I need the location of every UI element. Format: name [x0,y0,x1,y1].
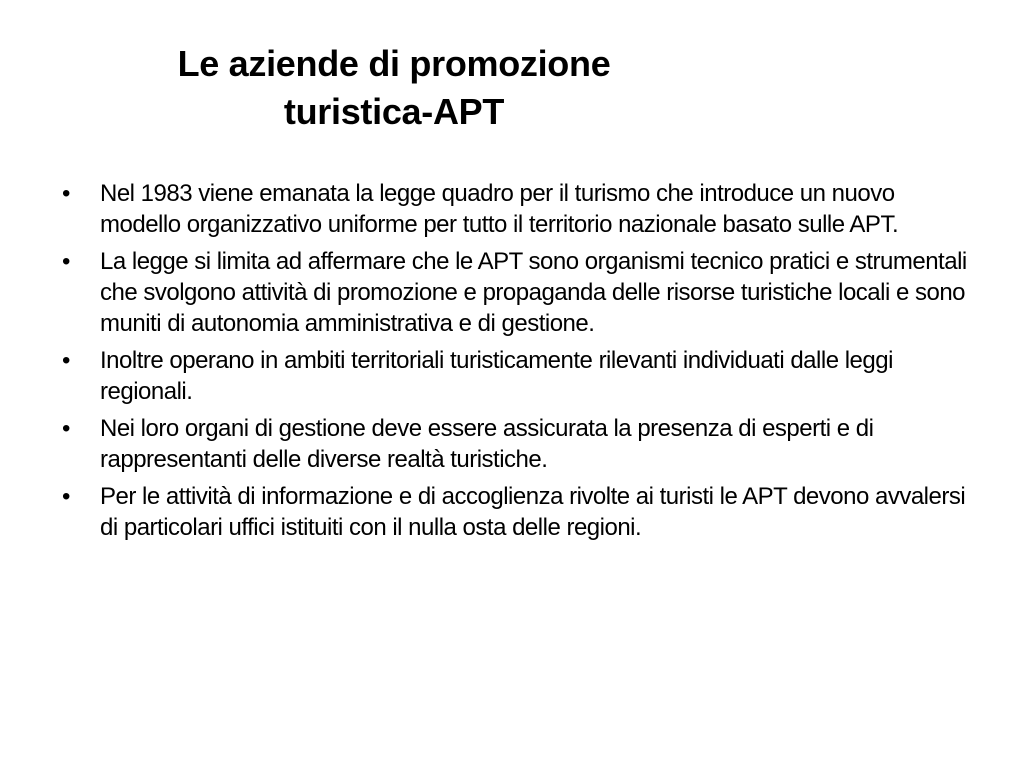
bullet-text-3: Inoltre operano in ambiti territoriali turisticamente rilevanti individuati dalle leggi regionali. [100,347,893,405]
bullet-text-2: La legge si limita ad affermare che le APT sono organismi tecnico pratici e strumentali che svolgono attività di promozione e propaganda delle risorse turistiche locali e sono muniti di autonomia amministrativa e di gestione. [100,248,967,337]
bullet-item-4 [60,413,970,475]
bullet-item-3 [60,345,970,407]
bullet-dot-icon: • [62,483,70,510]
bullet-dot-icon: • [62,248,70,275]
bullet-item-2 [60,246,970,339]
bullet-text-5: Per le attività di informazione e di accoglienza rivolte ai turisti le APT devono avvalersi di particolari uffici istituiti con il nulla osta delle regioni. [100,483,966,541]
bullet-item-1 [60,178,970,240]
bullet-dot-icon: • [62,347,70,374]
bullet-dot-icon: • [62,180,70,207]
bullet-dot-icon: • [62,415,70,442]
bullet-text-1: Nel 1983 viene emanata la legge quadro per il turismo che introduce un nuovo modello organizzativo uniforme per tutto il territorio nazionale basato sulle APT. [100,180,899,238]
slide-title [84,40,704,136]
slide-title-line-1: Le aziende di promozione [177,43,611,84]
bullet-item-5 [60,481,970,543]
bullet-text-4: Nei loro organi di gestione deve essere assicurata la presenza di esperti e di rappresentanti delle diverse realtà turistiche. [100,415,874,473]
slide-title-line-2: turistica-APT [283,91,505,132]
bullet-list [60,178,970,549]
